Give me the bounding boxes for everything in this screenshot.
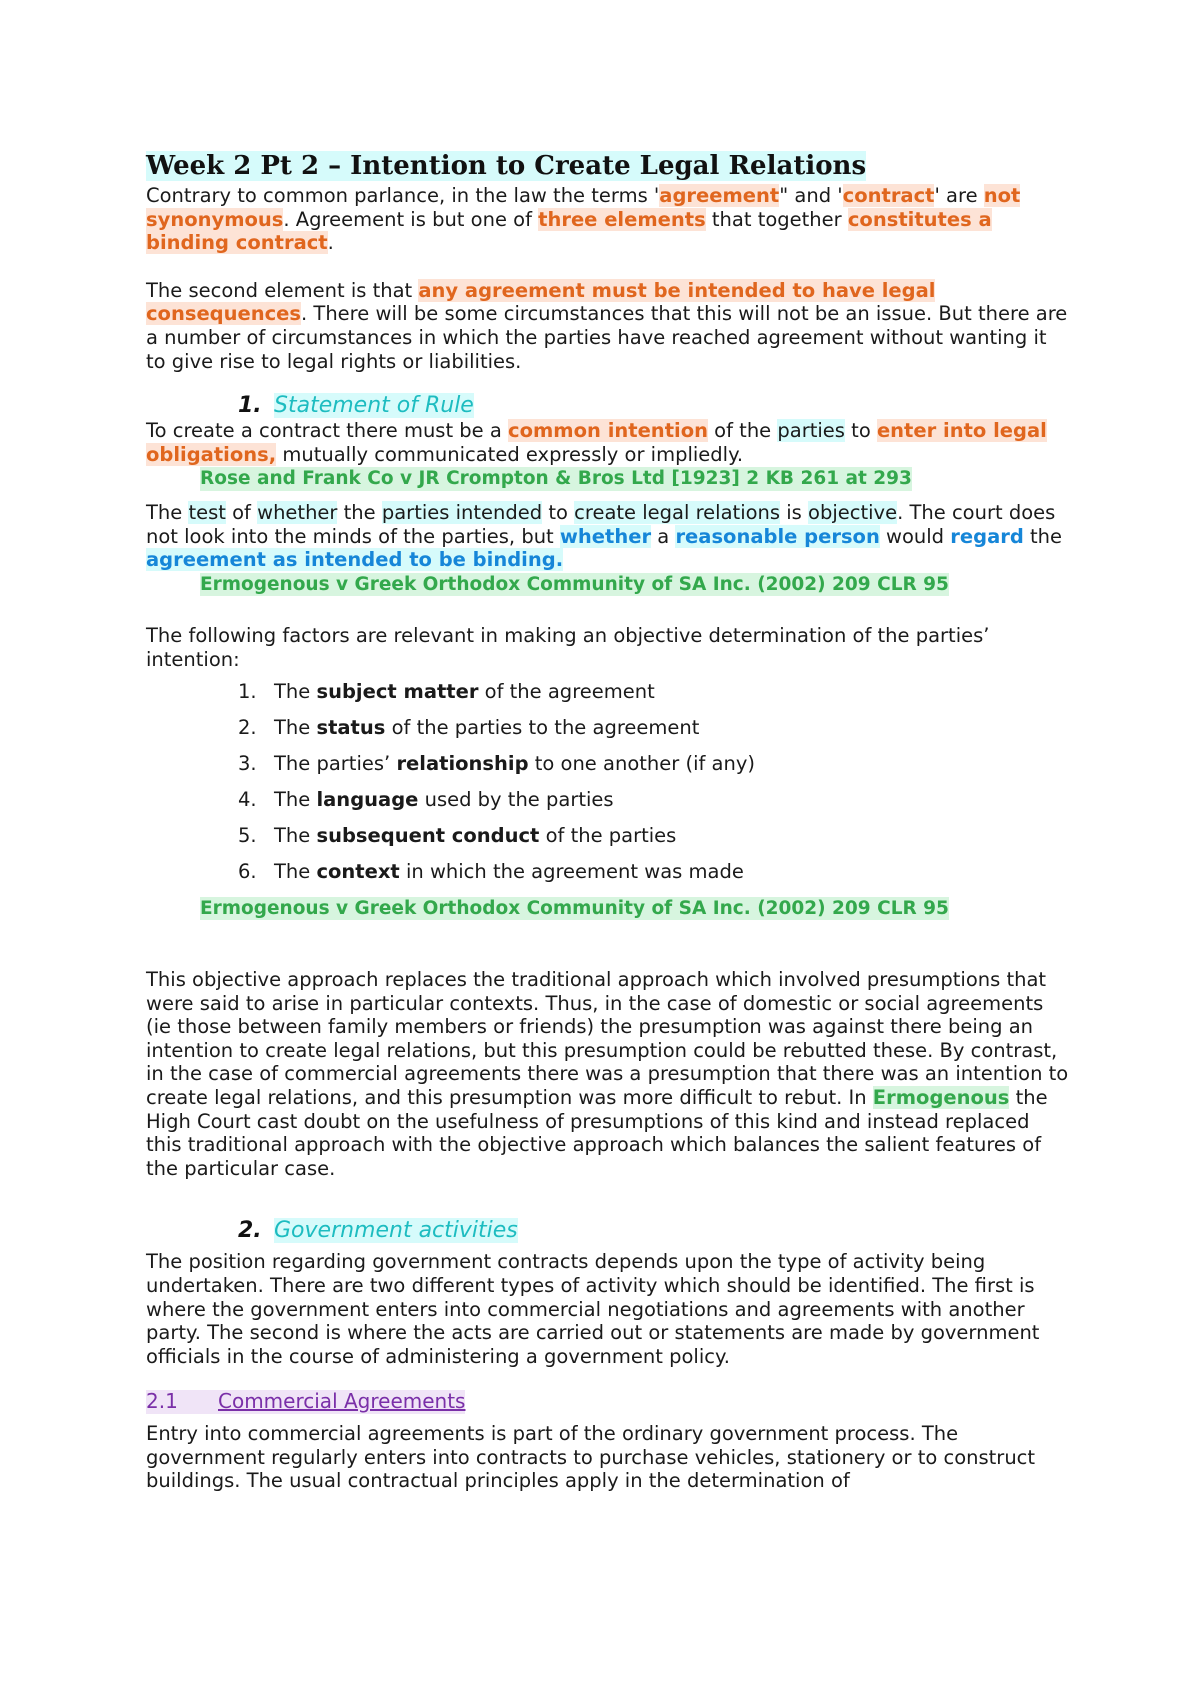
highlight-ermogenous: Ermogenous: [872, 1086, 1010, 1110]
highlight-three-elements: three elements: [538, 207, 706, 231]
second-element-paragraph: The second element is that any agreement must be intended to have legal consequences. There will be some circumstances that this will not be an issue. But there are a number of circumstances in which the parties have reached agreement without wanting it to give rise to legal rights or liabilities.: [146, 278, 1068, 373]
list-item: 4. The language used by the parties: [238, 787, 614, 811]
factors-list: [146, 680, 1070, 896]
intro-paragraph: Contrary to common parlance, in the law the terms 'agreement" and 'contract' are not synonymous. Agreement is but one of three elements that together constitutes a binding contract.: [146, 184, 1021, 255]
section-heading-government-activities: 2. Government activities: [238, 1218, 518, 1244]
case-citation-rose-and-frank: Rose and Frank Co v JR Crompton & Bros Ltd [1923] 2 KB 261 at 293: [200, 468, 912, 490]
section-heading-statement-of-rule: 1. Statement of Rule: [238, 393, 474, 419]
highlight-legal-consequences: any agreement must be intended to have legal consequences: [146, 278, 936, 326]
highlight-contract: contract: [842, 184, 935, 207]
case-citation-ermogenous-factors: Ermogenous v Greek Orthodox Community of SA Inc. (2002) 209 CLR 95: [200, 897, 949, 919]
list-item: 1. The subject matter of the agreement: [238, 679, 655, 703]
list-item: 6. The context in which the agreement was made: [238, 859, 744, 883]
subsection-heading-commercial-agreements: 2.1 Commercial Agreements: [146, 1389, 466, 1414]
commercial-paragraph: Entry into commercial agreements is part of the ordinary government process. The government regularly enters into contracts to purchase vehicles, stationery or to construct buildings. The usual contractual principles apply in the determination of: [146, 1422, 1036, 1493]
highlight-legal-obligations: enter into legal obligations,: [146, 419, 1047, 466]
list-item: 5. The subsequent conduct of the parties: [238, 823, 677, 847]
page-title: Week 2 Pt 2 – Intention to Create Legal Relations: [146, 151, 867, 181]
rule-paragraph: To create a contract there must be a common intention of the parties to enter into legal obligations, mutually communicated expressly or impliedly.: [146, 419, 1047, 466]
objective-approach-paragraph: This objective approach replaces the traditional approach which involved presumptions that were said to arise in particular contexts. Thus, in the case of domestic or social agreements (ie those between family members or friends) the presumption was against there being an intention to create legal relations, but this presumption could be rebutted these. By contrast, in the case of commercial agreements there was a presumption that there was an intention to create legal relations, and this presumption was more difficult to rebut. In Ermogenous the High Court cast doubt on the usefulness of presumptions of this kind and instead replaced this traditional approach with the objective approach which balances the salient features of the particular case.: [146, 968, 1069, 1180]
case-citation-ermogenous: Ermogenous v Greek Orthodox Community of SA Inc. (2002) 209 CLR 95: [200, 573, 949, 595]
highlight-binding-contract: constitutes a binding contract: [146, 207, 992, 255]
government-paragraph: The position regarding government contracts depends upon the type of activity being undertaken. There are two different types of activity which should be identified. The first is where the government enters into commercial negotiations and agreements with another party. The second is where the acts are carried out or statements are made by government officials in the course of administering a government policy.: [146, 1250, 1040, 1368]
objective-test-paragraph: The test of whether the parties intended to create legal relations is objective. The court does not look into the minds of the parties, but whether a reasonable person would regard the agreement as intended to be binding.: [146, 500, 1063, 572]
highlight-agreement: agreement: [659, 184, 780, 207]
list-item: 2. The status of the parties to the agreement: [238, 715, 700, 739]
factors-intro: The following factors are relevant in making an objective determination of the parties’ intention:: [146, 624, 990, 671]
highlight-common-intention: common intention: [508, 419, 708, 443]
list-item: 3. The parties’ relationship to one another (if any): [238, 751, 756, 775]
highlight-not-synonymous: not synonymous: [146, 184, 1021, 231]
